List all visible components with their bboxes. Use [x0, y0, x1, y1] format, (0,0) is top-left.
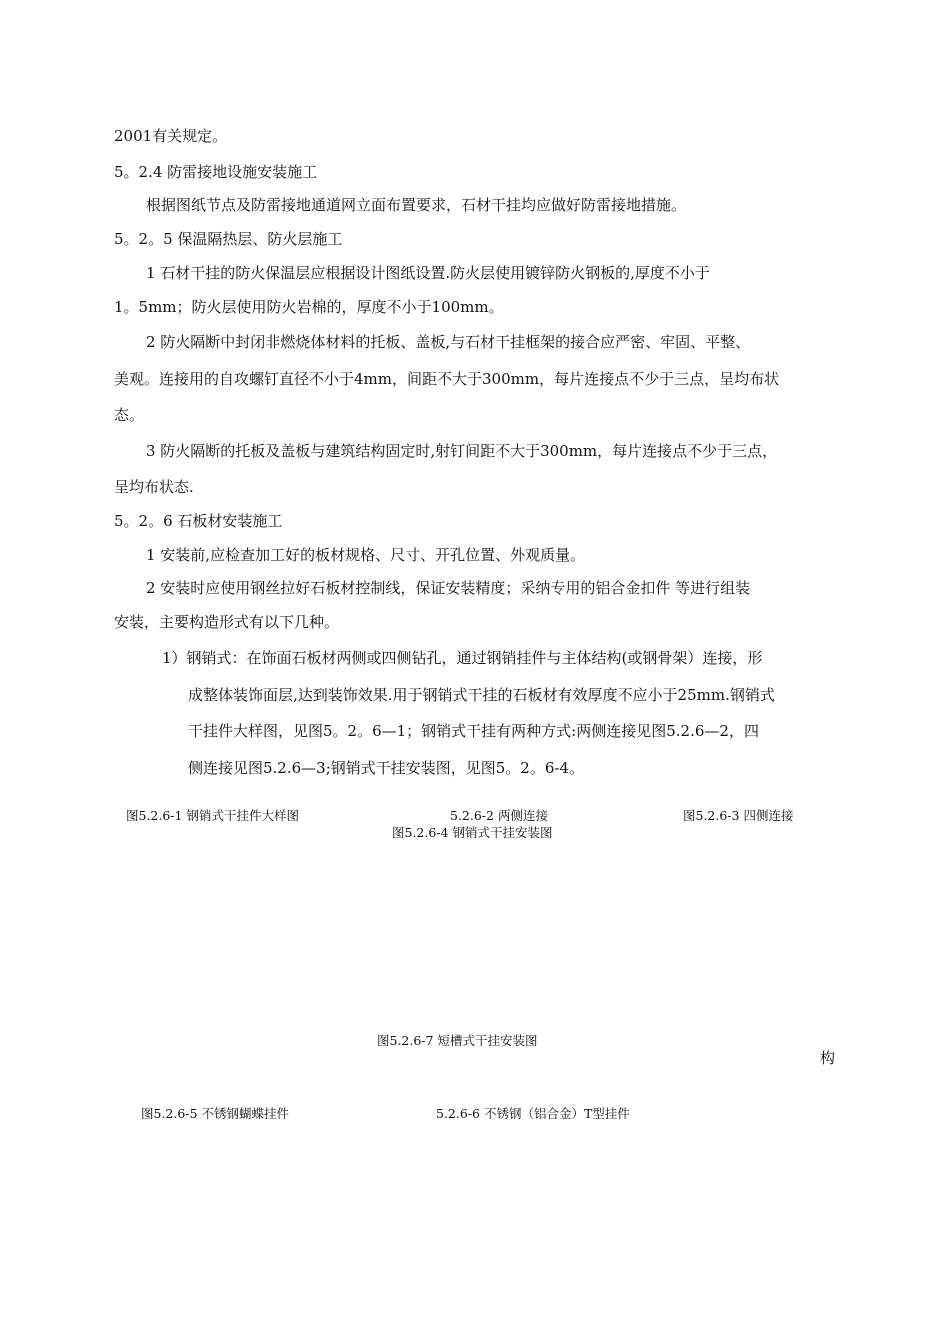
- figure-caption: 5.2.6-6 不锈钢（铝合金）T型挂件: [436, 1106, 630, 1121]
- figure-caption: 图5.2.6-7 短槽式干挂安装图: [377, 1033, 538, 1048]
- text-line: 1）钢销式：在饰面石板材两侧或四侧钻孔，通过钢销挂件与主体结构(或钢骨架）连接，形: [162, 649, 763, 667]
- figure-caption: 图5.2.6-1 钢销式干挂件大样图: [126, 808, 299, 823]
- text-line: 干挂件大样图，见图5。2。6—1；钢销式干挂有两种方式:两侧连接见图5.2.6—2，四: [188, 722, 759, 740]
- figure-caption: 图5.2.6-3 四侧连接: [683, 808, 794, 823]
- text-line: 2001有关规定。: [114, 127, 228, 145]
- figure-caption: 图5.2.6-4 钢销式干挂安装图: [392, 825, 553, 840]
- text-line: 呈均布状态.: [114, 478, 194, 496]
- text-line: 态。: [114, 406, 145, 424]
- figure-caption: 5.2.6-2 两侧连接: [450, 808, 548, 823]
- figure-caption: 图5.2.6-5 不锈钢蝴蝶挂件: [141, 1106, 289, 1121]
- text-line: 1 石材干挂的防火保温层应根据设计图纸设置.防火层使用镀锌防火钢板的,厚度不小于: [146, 264, 710, 282]
- section-heading: 5。2。6 石板材安装施工: [114, 512, 283, 530]
- text-line: 侧连接见图5.2.6—3;钢销式干挂安装图，见图5。2。6-4。: [188, 759, 585, 777]
- text-line: 2 安装时应使用钢丝拉好石板材控制线，保证安装精度；采纳专用的铝合金扣件 等进行组装: [146, 579, 751, 597]
- text-line: 1 安装前,应检查加工好的板材规格、尺寸、开孔位置、外观质量。: [146, 546, 586, 564]
- text-line: 根据图纸节点及防雷接地通道网立面布置要求，石材干挂均应做好防雷接地措施。: [146, 196, 687, 214]
- section-heading: 5。2。5 保温隔热层、防火层施工: [114, 230, 343, 248]
- text-line: 安装，主要构造形式有以下几种。: [114, 613, 340, 631]
- section-heading: 5。2.4 防雷接地设施安装施工: [114, 163, 318, 181]
- text-line: 1。5mm；防火层使用防火岩棉的，厚度不小于100mm。: [114, 298, 504, 316]
- text-line: 成整体装饰面层,达到装饰效果.用于钢销式干挂的石板材有效厚度不应小于25mm.钢销式: [188, 686, 775, 704]
- text-line: 2 防火隔断中封闭非燃烧体材料的托板、盖板,与石材干挂框架的接合应严密、牢固、平整、: [146, 333, 751, 351]
- stray-character: 构: [820, 1049, 836, 1067]
- text-line: 美观。连接用的自攻螺钉直径不小于4mm，间距不大于300mm，每片连接点不少于三点，呈均布状: [114, 370, 780, 388]
- text-line: 3 防火隔断的托板及盖板与建筑结构固定时,射钉间距不大于300mm，每片连接点不少于三点，: [146, 442, 778, 460]
